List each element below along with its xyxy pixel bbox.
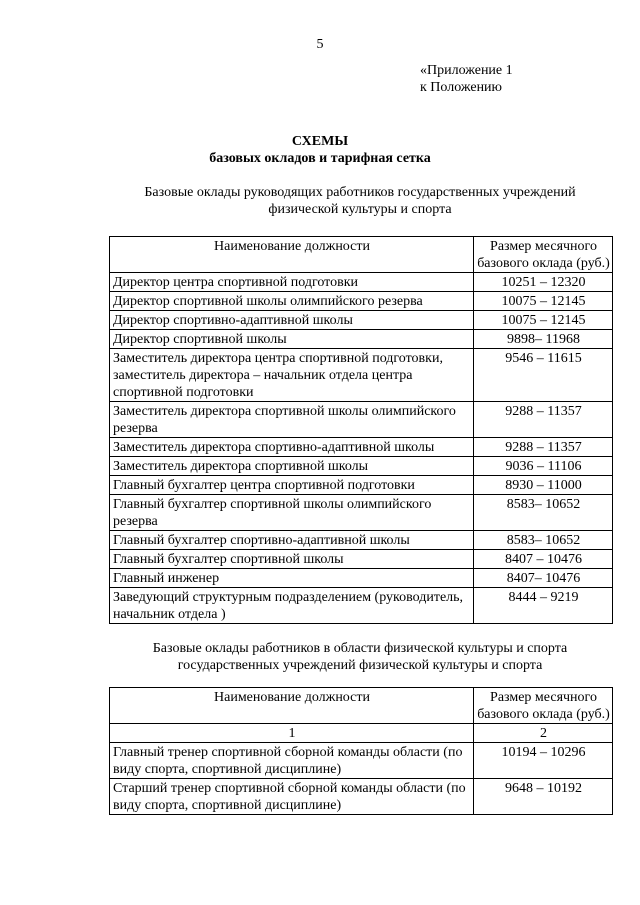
table-row [110,402,613,438]
table-header-row [110,688,613,724]
salary-cell: 10194 – 10296 [474,743,613,779]
position-cell: Заместитель директора спортивной школы [110,457,474,476]
column-index-2: 2 [474,724,613,743]
salary-cell: 9036 – 11106 [474,457,613,476]
salary-cell: 8930 – 11000 [474,476,613,495]
table-row [110,495,613,531]
position-cell: Заместитель директора спортивно-адаптивной школы [110,438,474,457]
salary-cell: 9288 – 11357 [474,438,613,457]
table2-heading-line-1: Базовые оклады работников в области физической культуры и спорта [152,641,568,656]
position-cell: Заместитель директора спортивной школы олимпийского резерва [110,402,474,438]
position-cell: Директор центра спортивной подготовки [110,273,474,292]
table1-heading [100,184,620,218]
table2-heading [100,640,620,674]
position-cell: Главный бухгалтер спортивно-адаптивной школы [110,531,474,550]
salary-cell: 8583– 10652 [474,495,613,531]
column-header-salary: Размер месячного базового оклада (руб.) [474,237,613,273]
table-row [110,457,613,476]
table-row [110,349,613,402]
position-cell: Главный бухгалтер спортивной школы [110,550,474,569]
salary-cell: 8407 – 10476 [474,550,613,569]
salary-cell: 10075 – 12145 [474,292,613,311]
appendix-line-1: «Приложение 1 [420,63,513,78]
appendix-line-2: к Положению [420,80,503,95]
table1-heading-line-2: физической культуры и спорта [268,202,452,217]
table-row [110,273,613,292]
table-row [110,330,613,349]
salary-cell: 8583– 10652 [474,531,613,550]
column-header-position: Наименование должности [110,237,474,273]
position-cell: Главный инженер [110,569,474,588]
table2-heading-line-2: государственных учреждений физической культуры и спорта [177,658,543,673]
position-cell: Директор спортивной школы олимпийского резерва [110,292,474,311]
salary-cell: 9546 – 11615 [474,349,613,402]
position-cell: Главный бухгалтер центра спортивной подготовки [110,476,474,495]
title-line-2: базовых окладов и тарифная сетка [209,151,431,166]
salary-cell: 9288 – 11357 [474,402,613,438]
table-row [110,292,613,311]
salary-cell: 9898– 11968 [474,330,613,349]
position-cell: Директор спортивно-адаптивной школы [110,311,474,330]
appendix-note [420,62,513,96]
column-index-1: 1 [110,724,474,743]
title-line-1: СХЕМЫ [291,134,349,149]
position-cell: Главный тренер спортивной сборной команды области (по виду спорта, спортивной дисциплине) [110,743,474,779]
column-header-position: Наименование должности [110,688,474,724]
table1-heading-line-1: Базовые оклады руководящих работников государственных учреждений [144,185,576,200]
table-header-row [110,237,613,273]
salary-cell: 10075 – 12145 [474,311,613,330]
table-row [110,476,613,495]
table-row [110,743,613,779]
salary-cell: 8444 – 9219 [474,588,613,624]
column-header-salary: Размер месячного базового оклада (руб.) [474,688,613,724]
salary-cell: 10251 – 12320 [474,273,613,292]
column-index-row [110,724,613,743]
salary-cell: 8407– 10476 [474,569,613,588]
position-cell: Директор спортивной школы [110,330,474,349]
management-salary-table [109,236,613,624]
document-title [0,133,640,167]
table-row [110,531,613,550]
table-row [110,588,613,624]
table-row [110,550,613,569]
sports-staff-salary-table [109,687,613,815]
position-cell: Заведующий структурным подразделением (руководитель, начальник отдела ) [110,588,474,624]
table-row [110,438,613,457]
salary-cell: 9648 – 10192 [474,779,613,815]
table-row [110,311,613,330]
page-number: 5 [316,37,324,52]
position-cell: Старший тренер спортивной сборной команды области (по виду спорта, спортивной дисциплине) [110,779,474,815]
position-cell: Заместитель директора центра спортивной подготовки, заместитель директора – начальник отдела центра спортивной подготовки [110,349,474,402]
position-cell: Главный бухгалтер спортивной школы олимпийского резерва [110,495,474,531]
table-row [110,569,613,588]
table-row [110,779,613,815]
